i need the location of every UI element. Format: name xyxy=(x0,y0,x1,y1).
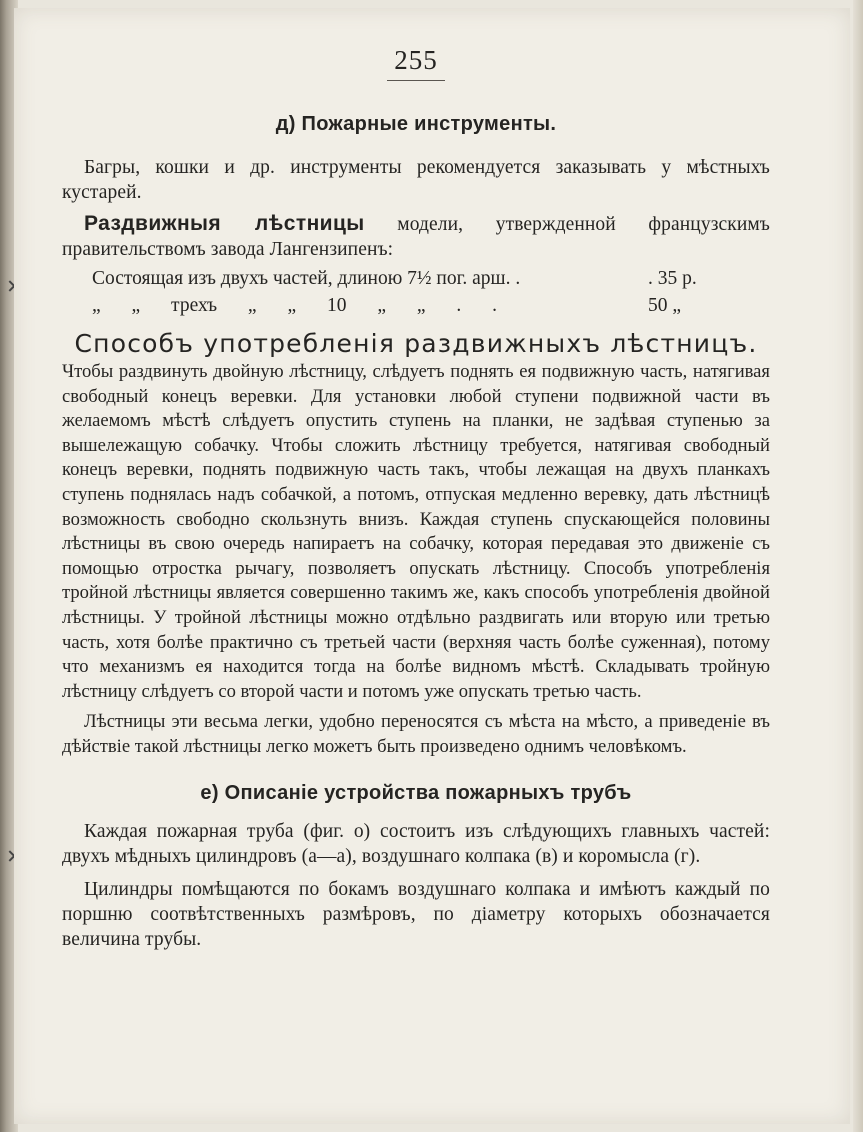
price-row-desc: „ „ трехъ „ „ 10 „ „ . . xyxy=(92,295,498,316)
page-content xyxy=(62,44,770,952)
page-number: 255 xyxy=(394,45,438,75)
pump-paragraph-2: Цилиндры помѣщаются по бокамъ воздушнаго колпака и имѣютъ каждый по поршню соотвѣтственныхъ размѣровъ, по діаметру которыхъ обозначается величина трубы. xyxy=(62,878,770,950)
ladder-price-table xyxy=(92,265,697,319)
ladders-text: модели, утвержденной французскимъ правительствомъ завода Лангензипенъ: xyxy=(62,214,770,260)
page-edge xyxy=(853,0,863,1132)
tools-paragraph: Багры, кошки и др. инструменты рекомендуется заказывать у мѣстныхъ кустарей. xyxy=(62,157,770,203)
page-number-rule xyxy=(387,80,445,81)
price-row-price: 50 „ xyxy=(648,295,682,316)
price-row xyxy=(92,292,697,319)
price-row xyxy=(92,265,697,292)
price-row-desc: Состоящая изъ двухъ частей, длиною 7½ пог. арш. . xyxy=(92,268,521,289)
pump-paragraph-1: Каждая пожарная труба (фиг. о) состоитъ изъ слѣдующихъ главныхъ частей: двухъ мѣдныхъ цилиндровъ (а—а), воздушнаго колпака (в) и коромысла (г). xyxy=(62,820,770,867)
ladders-lead: Раздвижныя лѣстницы xyxy=(84,212,365,235)
usage-paragraph: Чтобы раздвинуть двойную лѣстницу, слѣдуетъ поднять ея подвижную часть, натягивая свободный конецъ веревки. Для установки любой ступени подвижной части въ желаемомъ мѣстѣ слѣдуетъ опустить ступень на планки, не задѣвая ступенью за вышележащую собачку. Чтобы сложить лѣстницу требуется, натягивая свободный конецъ веревки, поднять подвижную часть такъ, чтобы лежащая на двухъ планкахъ ступень поднялась надъ собачкой, а потомъ, отпуская медленно веревку, дать лѣстницѣ возможность свободно скользнуть внизъ. Каждая ступень спускающейся половины лѣстницы въ свою очередь напираетъ на собачку, которая передавая это движеніе съ помощью отростка рычагу, позволяетъ опускать лѣстницу. Способъ употребленія тройной лѣстницы является совершенно такимъ же, какъ способъ употребленія двойной лѣстницы. У тройной лѣстницы можно отдѣльно раздвигать или вторую или третью часть, хотя болѣе практично съ третьей части (верхняя часть болѣе суженная), потому что механизмъ ея находится тогда на болѣе видномъ мѣстѣ. Складывать тройную лѣстницу слѣдуетъ со второй части и потомъ уже опускать третью часть. xyxy=(62,361,770,702)
section-e-heading: е) Описаніе устройства пожарныхъ трубъ xyxy=(200,781,632,804)
price-row-price: . 35 р. xyxy=(648,268,697,289)
usage-heading: Способъ употребленія раздвижныхъ лѣстницъ. xyxy=(74,329,758,358)
closing-paragraph: Лѣстницы эти весьма легки, удобно переносятся съ мѣста на мѣсто, а приведеніе въ дѣйствіе такой лѣстницы легко можетъ быть произведено однимъ человѣкомъ. xyxy=(62,711,770,757)
section-d-heading: д) Пожарные инструменты. xyxy=(275,113,557,135)
ladders-paragraph xyxy=(62,211,770,262)
